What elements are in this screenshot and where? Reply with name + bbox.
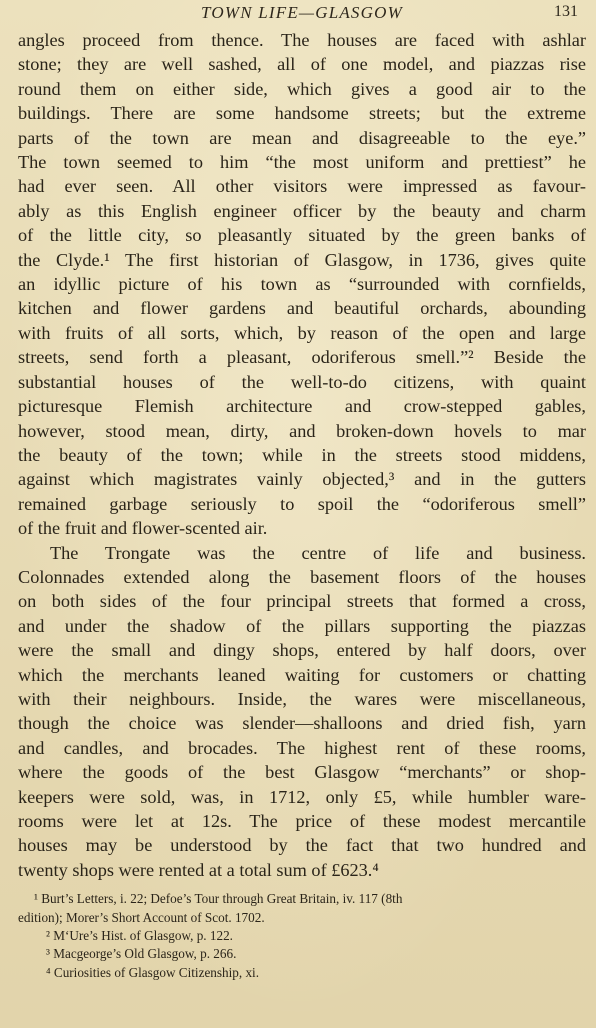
text-line: stone; they are well sashed, all of one model, and piazzas rise — [18, 54, 586, 75]
text-line: rooms were let at 12s. The price of these modest mercantile — [18, 811, 586, 831]
text-line: round them on either side, which gives a good air to the — [18, 78, 586, 99]
text-line: buildings. There are some handsome streets; but the extreme — [18, 103, 586, 124]
text-line: though the choice was slender—shalloons and dried fish, yarn — [18, 713, 586, 734]
text-line: however, stood mean, dirty, and broken-down hovels to mar — [18, 420, 586, 441]
running-head — [18, 0, 586, 28]
text-line: parts of the town are mean and disagreeable to the eye.” — [18, 127, 586, 148]
text-line: an idyllic picture of his town as “surrounded with cornfields, — [18, 274, 586, 295]
text-line: had ever seen. All other visitors were impressed as favour- — [18, 176, 586, 197]
text-line: streets, send forth a pleasant, odoriferous smell.”² Beside the — [18, 347, 586, 368]
text-line: twenty shops were rented at a total sum of £623.⁴ — [18, 859, 379, 880]
paragraph-1 — [18, 28, 586, 541]
text-line: houses may be understood by the fact that two hundred and — [18, 835, 586, 856]
text-line: the beauty of the town; while in the streets stood middens, — [18, 444, 586, 465]
text-line: picturesque Flemish architecture and crow-stepped gables, — [18, 396, 586, 417]
body-text — [18, 28, 586, 882]
text-line: substantial houses of the well-to-do citizens, with quaint — [18, 371, 586, 392]
footnote-4: ⁴ Curiosities of Glasgow Citizenship, xi. — [46, 964, 260, 980]
text-line: kitchen and flower gardens and beautiful orchards, abounding — [18, 298, 586, 319]
text-line: of the fruit and flower-scented air. — [18, 518, 268, 539]
text-line: the Clyde.¹ The first historian of Glasgow, in 1736, gives quite — [18, 249, 586, 270]
paragraph-2 — [18, 541, 586, 883]
text-line: with their neighbours. Inside, the wares were miscellaneous, — [18, 688, 586, 709]
footnote-2: ² M‘Ure’s Hist. of Glasgow, p. 122. — [46, 928, 233, 944]
footnotes — [18, 890, 586, 982]
text-line: with fruits of all sorts, which, by reason of the open and large — [18, 322, 586, 343]
text-line: were the small and dingy shops, entered by half doors, over — [18, 640, 586, 661]
text-line: The town seemed to him “the most uniform and prettiest” he — [18, 152, 586, 173]
footnote-1: ¹ Burt’s Letters, i. 22; Defoe’s Tour through Great Britain, iv. 117 (8th — [34, 891, 403, 907]
text-line: remained garbage seriously to spoil the “odoriferous smell” — [18, 493, 586, 514]
running-title: TOWN LIFE—GLASGOW — [201, 3, 403, 22]
text-line: angles proceed from thence. The houses are faced with ashlar — [18, 30, 586, 50]
page-number: 131 — [554, 3, 578, 20]
text-line: keepers were sold, was, in 1712, only £5, while humbler ware- — [18, 786, 586, 807]
text-line: of the little city, so pleasantly situated by the green banks of — [18, 225, 586, 246]
text-line: which the merchants leaned waiting for customers or chatting — [18, 664, 586, 685]
text-line: ably as this English engineer officer by the beauty and charm — [18, 200, 586, 221]
text-line: against which magistrates vainly objected,³ and in the gutters — [18, 469, 586, 490]
text-line: The Trongate was the centre of life and business. — [50, 542, 586, 563]
text-line: where the goods of the best Glasgow “merchants” or shop- — [18, 762, 586, 783]
footnote-3: ³ Macgeorge’s Old Glasgow, p. 266. — [46, 946, 237, 962]
text-line: and candles, and brocades. The highest rent of these rooms, — [18, 737, 586, 758]
text-line: on both sides of the four principal streets that formed a cross, — [18, 591, 586, 612]
footnote-1-continued: edition); Morer’s Short Account of Scot. 1702. — [18, 909, 265, 925]
text-line: and under the shadow of the pillars supporting the piazzas — [18, 615, 586, 636]
text-line: Colonnades extended along the basement floors of the houses — [18, 566, 586, 587]
